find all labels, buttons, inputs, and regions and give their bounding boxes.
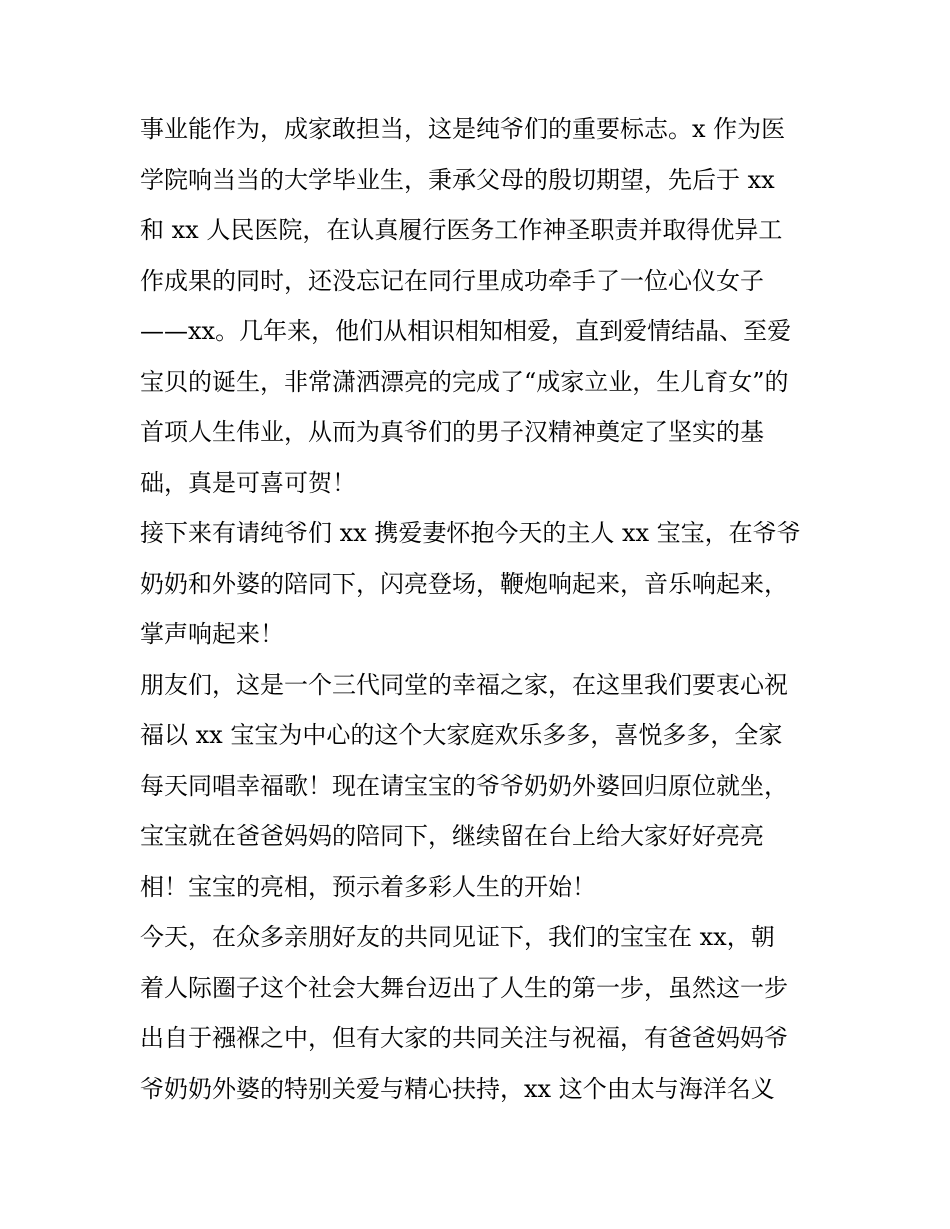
text-line: 出自于襁褓之中，但有大家的共同关注与祝福，有爸爸妈妈爷	[140, 1024, 788, 1052]
text-line: 朋友们，这是一个三代同堂的幸福之家，在这里我们要衷心祝	[140, 670, 788, 699]
text-line: 接下来有请纯爷们 xx 携爱妻怀抱今天的主人 xx 宝宝，在爷爷	[140, 519, 801, 547]
text-line: 每天同唱幸福歌！现在请宝宝的爷爷奶奶外婆回归原位就坐，	[140, 771, 788, 800]
text-line: ——xx。几年来，他们从相识相知相爱，直到爱情结晶、至爱	[140, 317, 792, 345]
text-line: 事业能作为，成家敢担当，这是纯爷们的重要标志。x 作为医	[140, 115, 786, 143]
text-line: 首项人生伟业，从而为真爷们的男子汉精神奠定了坚实的基	[140, 418, 764, 446]
text-line: 福以 xx 宝宝为中心的这个大家庭欢乐多多，喜悦多多，全家	[140, 721, 783, 749]
text-line: 作成果的同时，还没忘记在同行里成功牵手了一位心仪女子	[140, 266, 764, 295]
text-line: 掌声响起来！	[140, 620, 284, 648]
document-body	[140, 104, 820, 1114]
text-line: 宝宝就在爸爸妈妈的陪同下，继续留在台上给大家好好亮亮	[140, 822, 764, 850]
text-line: 着人际圈子这个社会大舞台迈出了人生的第一步，虽然这一步	[140, 973, 788, 1002]
text-line: 础，真是可喜可贺！	[140, 468, 356, 497]
text-line: 相！宝宝的亮相，预示着多彩人生的开始！	[140, 872, 596, 901]
text-line: 爷奶奶外婆的特别关爱与精心扶持，xx 这个由太与海洋名义	[140, 1074, 775, 1103]
text-line: 和 xx 人民医院，在认真履行医务工作神圣职责并取得优异工	[140, 216, 783, 244]
text-line: 宝贝的诞生，非常潇洒漂亮的完成了“成家立业，生儿育女”的	[140, 367, 789, 396]
text-line: 今天，在众多亲朋好友的共同见证下，我们的宝宝在 xx，朝	[140, 923, 775, 951]
text-line: 学院响当当的大学毕业生，秉承父母的殷切期望，先后于 xx	[140, 165, 775, 194]
text-line: 奶奶和外婆的陪同下，闪亮登场，鞭炮响起来，音乐响起来，	[140, 569, 788, 598]
